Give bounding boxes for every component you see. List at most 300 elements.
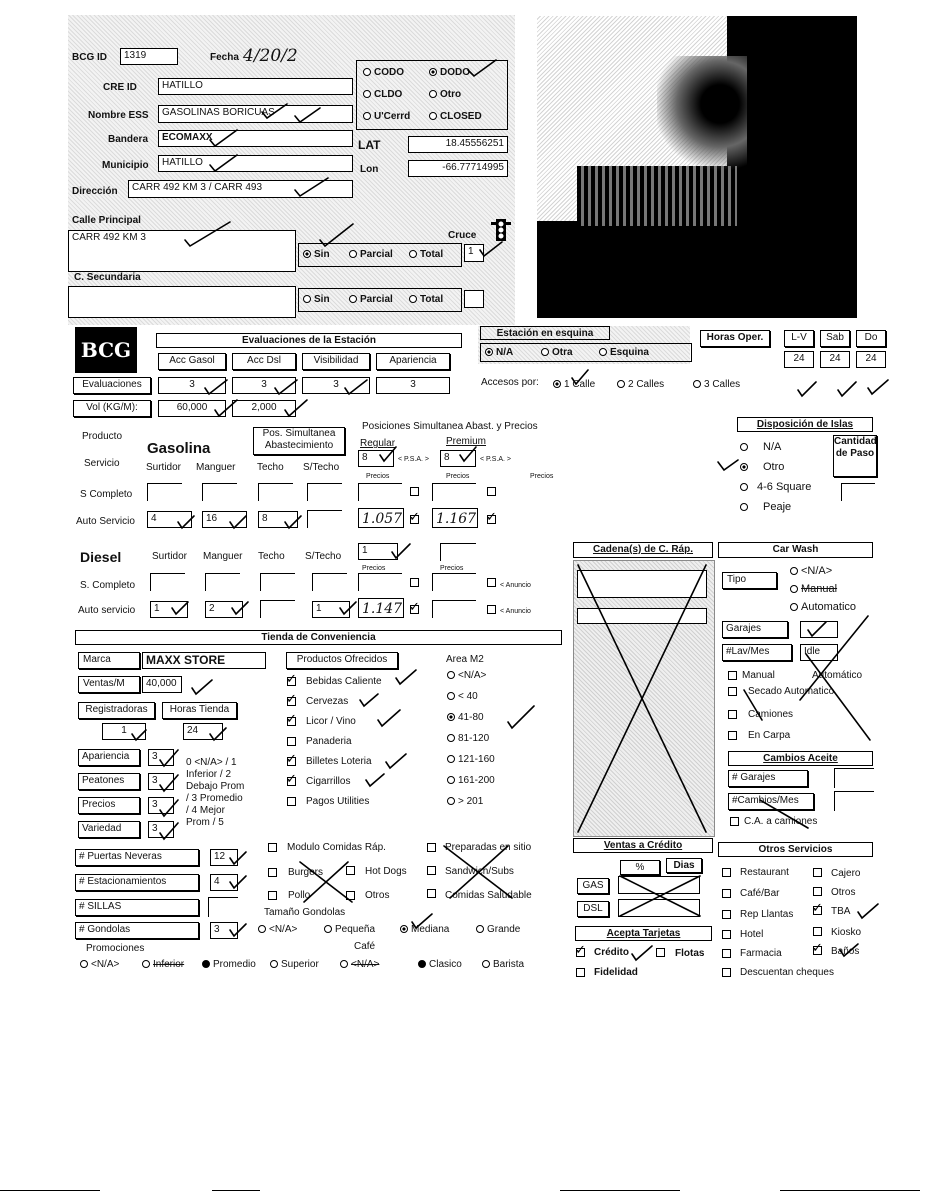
cafe-radio-group — [340, 957, 560, 973]
producto-utilities-check[interactable] — [287, 797, 296, 806]
dsl-completo-check-2[interactable] — [487, 578, 496, 587]
lon-field[interactable]: -66.77714995 — [408, 160, 508, 177]
direccion-field[interactable]: CARR 492 KM 3 / CARR 493 — [128, 180, 353, 198]
cafe-opt-barista[interactable]: Barista — [482, 959, 524, 970]
check-mark — [798, 382, 816, 396]
tarjeta-flotas-label: Flotas — [675, 948, 705, 959]
rating-legend-1: 0 <N/A> / 1 — [186, 757, 237, 768]
dsl-completo-surtidor[interactable] — [150, 573, 185, 591]
ventas-gas-label: GAS — [577, 878, 609, 894]
count-sillas-field[interactable] — [208, 897, 238, 917]
otros-restaurant-check[interactable] — [722, 868, 731, 877]
preparadas-sandwich-check[interactable] — [427, 866, 436, 875]
principal-acceso-parcial[interactable]: Parcial — [349, 249, 393, 260]
dsl-auto-manguer[interactable]: 2 — [205, 601, 243, 618]
calle-principal-label: Calle Principal — [72, 215, 141, 226]
apariencia-value[interactable]: 3 — [376, 377, 450, 394]
otros-otros-check[interactable] — [813, 887, 822, 896]
cre-id-field[interactable]: HATILLO — [158, 78, 353, 95]
dsl-completo-manguer[interactable] — [205, 573, 240, 591]
tarjeta-fidelidad-label: Fidelidad — [594, 967, 638, 978]
accesos-opt-1calle[interactable]: 1 Calle — [553, 379, 595, 390]
diesel-precios-label-2: Precios — [440, 565, 464, 572]
regular-precios-label: Precios — [366, 473, 390, 480]
tamano-opt-grande[interactable]: Grande — [476, 924, 520, 935]
check-mark — [360, 694, 378, 706]
diesel-col-stecho: S/Techo — [305, 551, 342, 562]
promociones-label: Promociones — [86, 943, 145, 954]
bcg-id-field[interactable]: 1319 — [120, 48, 178, 65]
area-opt-81-120[interactable]: 81-120 — [447, 733, 489, 744]
horas-sab-header: Sab — [820, 330, 850, 347]
cafe-opt-na[interactable]: <N/A> — [340, 959, 379, 970]
count-gondolas-label: # Gondolas — [75, 922, 199, 939]
lat-label: LAT — [358, 138, 381, 152]
dsl-completo-techo[interactable] — [260, 573, 295, 591]
diesel-row-completo: S. Completo — [80, 580, 136, 591]
diesel-col-surtidor: Surtidor — [152, 551, 188, 562]
preparadas-sandwich-label: Sandwich/Subs — [445, 866, 514, 877]
area-opt-161-200[interactable]: 161-200 — [447, 775, 495, 786]
check-mark — [632, 946, 652, 960]
semaforo-count-field[interactable]: 1 — [464, 244, 484, 262]
otros-restaurant-label: Restaurant — [740, 867, 789, 878]
secundaria-acceso-parcial[interactable]: Parcial — [349, 294, 393, 305]
secundaria-acceso-total[interactable]: Total — [409, 294, 443, 305]
area-opt-lt40[interactable]: < 40 — [447, 691, 478, 702]
bcg-id-label: BCG ID — [72, 52, 107, 63]
vol-gasol-value[interactable]: 60,000 — [158, 400, 226, 417]
gasolina-col-stecho: S/Techo — [303, 462, 340, 473]
gas-completo-premium-check[interactable] — [487, 487, 496, 496]
otros-llantas-label: Rep Llantas — [740, 909, 794, 920]
ventas-credito-title: Ventas a Crédito — [573, 838, 713, 853]
dsl-auto-techo[interactable] — [260, 600, 295, 618]
count-neveras-field[interactable]: 12 — [210, 849, 238, 866]
otros-banos-checkmark-icon: ✓ — [812, 940, 823, 955]
otros-hotel-check[interactable] — [722, 930, 731, 939]
diesel-count-field-2[interactable] — [440, 543, 476, 561]
dsl-auto-checkmark-icon: ✓ — [409, 599, 420, 614]
dsl-auto-price-2[interactable] — [432, 600, 476, 618]
otros-kiosko-check[interactable] — [813, 927, 822, 936]
rating-apariencia-label: Apariencia — [78, 749, 140, 766]
otros-tba-checkmark-icon: ✓ — [812, 900, 823, 915]
servicio-label: Servicio — [84, 458, 120, 469]
producto-utilities-label: Pagos Utilities — [306, 796, 370, 807]
check-mark — [366, 774, 384, 786]
gas-completo-manguer[interactable] — [202, 483, 237, 501]
gas-completo-stecho[interactable] — [307, 483, 342, 501]
scan-edge-mark — [780, 1190, 920, 1191]
carwash-tipo-automatico[interactable]: Automatico — [790, 601, 856, 613]
comida-hotdogs-check[interactable] — [346, 866, 355, 875]
otros-cajero-check[interactable] — [813, 868, 822, 877]
cambios-title: Cambios Aceite — [728, 751, 873, 766]
cantidad-paso-label: Cantidad de Paso — [833, 435, 877, 477]
diesel-count-field[interactable]: 1 — [358, 543, 398, 560]
dsl-auto-surtidor[interactable]: 1 — [150, 601, 188, 618]
gas-auto-regular-price[interactable]: 1.057 — [358, 508, 404, 528]
check-mark — [396, 670, 416, 684]
carwash-tipo-group — [790, 563, 880, 617]
horas-lv-header: L-V — [784, 330, 814, 347]
calle-principal-field[interactable]: CARR 492 KM 3 — [68, 230, 296, 272]
secundaria-count-field[interactable] — [464, 290, 484, 308]
rating-legend-6: Prom / 5 — [186, 817, 224, 828]
regular-psa-label: < P.S.A. > — [398, 456, 430, 463]
carwash-lav-label: #Lav/Mes — [722, 644, 792, 661]
secundaria-acceso-group — [298, 288, 462, 312]
vol-dsl-value[interactable]: 2,000 — [232, 400, 296, 417]
ventas-label: Ventas/M — [78, 676, 140, 693]
ventas-dias-header: Dias — [666, 858, 702, 873]
carwash-lav-field[interactable]: Idle — [800, 644, 838, 661]
cambios-camiones-label: C.A. a camiones — [744, 816, 818, 827]
carwash-carpa-label: En Carpa — [748, 730, 791, 741]
gas-auto-premium-checkmark-icon: ✓ — [486, 509, 497, 524]
marca-label: Marca — [78, 652, 140, 669]
disposicion-opt-square[interactable]: 4-6 Square — [740, 481, 811, 493]
producto-bebidas-checkmark-icon: ✓ — [286, 671, 297, 686]
cambios-mes-label: #Cambios/Mes — [728, 793, 814, 810]
check-mark — [192, 680, 212, 694]
tarjeta-flotas-check[interactable] — [656, 948, 665, 957]
ventas-dsl-field[interactable] — [618, 899, 700, 917]
carwash-garajes-label: Garajes — [722, 621, 788, 638]
diesel-title: Diesel — [80, 549, 122, 565]
cadena-title: Cadena(s) de C. Ráp. — [573, 542, 713, 558]
fecha-field[interactable]: 4/20/2 — [243, 46, 298, 66]
otros-llantas-check[interactable] — [722, 910, 731, 919]
area-opt-gt201[interactable]: > 201 — [447, 796, 483, 807]
status-option-codo[interactable]: CODO — [363, 67, 404, 78]
carwash-garajes-field[interactable] — [800, 621, 838, 638]
producto-cervezas-label: Cervezas — [306, 696, 349, 707]
producto-cigarrillos-checkmark-icon: ✓ — [286, 771, 297, 786]
gas-completo-regular-price[interactable] — [358, 483, 402, 501]
otros-farmacia-label: Farmacia — [740, 948, 782, 959]
check-mark — [386, 754, 406, 768]
estacion-opt-otra[interactable]: Otra — [541, 347, 573, 358]
producto-cervezas-checkmark-icon: ✓ — [286, 691, 297, 706]
otros-kiosko-label: Kiosko — [831, 927, 862, 938]
otros-banos-label: Baños — [831, 946, 860, 957]
horas-sab-value[interactable]: 24 — [820, 351, 850, 368]
rating-legend-3: Debajo Prom — [186, 781, 245, 792]
scan-edge-mark — [560, 1190, 680, 1191]
tamano-opt-mediana[interactable]: Mediana — [400, 924, 449, 935]
comidas-modulo-check[interactable] — [268, 843, 277, 852]
preparadas-saludable-check[interactable] — [427, 889, 436, 898]
disposicion-opt-na[interactable]: N/A — [740, 441, 781, 453]
dsl-completo-price[interactable] — [358, 573, 402, 591]
gas-completo-techo[interactable] — [258, 483, 293, 501]
gasolina-row-auto: Auto Servicio — [76, 516, 135, 527]
ventas-field[interactable]: 40,000 — [142, 676, 182, 693]
vol-label: Vol (KG/M): — [73, 400, 151, 417]
cantidad-paso-field[interactable] — [841, 483, 875, 501]
otros-farmacia-check[interactable] — [722, 949, 731, 958]
horas-oper-label: Horas Oper. — [700, 330, 770, 347]
comidas-modulo-label: Modulo Comidas Ráp. — [287, 842, 386, 853]
area-radio-group — [447, 670, 547, 810]
promo-opt-inferior[interactable]: Inferior — [142, 959, 184, 970]
tamano-radio-group — [258, 922, 558, 938]
scan-edge-mark — [212, 1190, 260, 1191]
accesos-opt-3calles[interactable]: 3 Calles — [693, 379, 740, 390]
rating-variedad-field[interactable]: 3 — [148, 821, 174, 838]
check-mark — [858, 904, 878, 918]
tienda-title: Tienda de Conveniencia — [75, 630, 562, 645]
otros-cheques-check[interactable] — [722, 968, 731, 977]
lon-label: Lon — [360, 164, 379, 175]
carwash-carpa-check[interactable] — [728, 731, 737, 740]
lat-field[interactable]: 18.45556251 — [408, 136, 508, 153]
cadena-crossed-panel[interactable] — [573, 560, 715, 837]
cre-id-label: CRE ID — [103, 82, 137, 93]
cambios-camiones-check[interactable] — [730, 817, 739, 826]
premium-label: Premium — [446, 436, 487, 447]
evaluaciones-row-label: Evaluaciones — [73, 377, 151, 394]
horas-dom-value[interactable]: 24 — [856, 351, 886, 368]
horas-dom-header: Do — [856, 330, 886, 347]
rating-legend-2: Inferior / 2 — [186, 769, 232, 780]
promo-opt-na[interactable]: <N/A> — [80, 959, 119, 970]
rating-legend-5: / 4 Mejor — [186, 805, 225, 816]
status-option-otro[interactable]: Otro — [429, 89, 461, 100]
cambios-garajes-field[interactable] — [834, 768, 874, 788]
disposicion-opt-peaje[interactable]: Peaje — [740, 501, 791, 513]
status-option-closed[interactable]: CLOSED — [429, 111, 482, 122]
acc-dsl-value[interactable]: 3 — [232, 377, 296, 394]
gas-auto-techo[interactable]: 8 — [258, 511, 298, 528]
fecha-label: Fecha — [210, 52, 239, 63]
extra-precios-label: Precios — [530, 473, 554, 480]
carwash-tipo-na[interactable]: <N/A> — [790, 565, 832, 577]
gasolina-title: Gasolina — [147, 440, 211, 457]
comida-otros-check[interactable] — [346, 891, 355, 900]
producto-bebidas-label: Bebidas Caliente — [306, 676, 382, 687]
producto-loteria-checkmark-icon: ✓ — [286, 751, 297, 766]
dsl-auto-check-2[interactable] — [487, 605, 496, 614]
visibilidad-value[interactable]: 3 — [302, 377, 370, 394]
producto-loteria-label: Billetes Loteria — [306, 756, 372, 767]
gas-completo-premium-price[interactable] — [432, 483, 476, 501]
tamano-opt-na[interactable]: <N/A> — [258, 924, 297, 935]
scan-edge-mark — [0, 1190, 100, 1191]
tamano-opt-pequena[interactable]: Pequeña — [324, 924, 375, 935]
bandera-field[interactable]: ECOMAXX — [158, 130, 353, 147]
rating-precios-label: Precios — [78, 797, 140, 814]
otros-cheques-label: Descuentan cheques — [740, 967, 834, 978]
producto-licor-label: Licor / Vino — [306, 716, 356, 727]
count-gondolas-field[interactable]: 3 — [210, 922, 238, 939]
accesos-label: Accesos por: — [481, 377, 539, 388]
estacion-opt-na[interactable]: N/A — [485, 347, 513, 358]
tamano-gondolas-label: Tamaño Gondolas — [264, 907, 346, 918]
count-sillas-label: # SILLAS — [75, 899, 199, 916]
producto-licor-checkmark-icon: ✓ — [286, 711, 297, 726]
rating-apariencia-field[interactable]: 3 — [148, 749, 174, 766]
dsl-auto-stecho[interactable]: 1 — [312, 601, 350, 618]
cadena-field-2[interactable] — [577, 608, 707, 624]
rating-peatones-label: Peatones — [78, 773, 140, 790]
premium-psa-label: < P.S.A. > — [480, 456, 512, 463]
cambios-mes-field[interactable] — [834, 791, 874, 811]
horas-tienda-label: Horas Tienda — [162, 702, 237, 719]
dsl-completo-check[interactable] — [410, 578, 419, 587]
horas-tienda-field[interactable]: 24 — [183, 723, 223, 740]
preparadas-check[interactable] — [427, 843, 436, 852]
direccion-label: Dirección — [72, 186, 118, 197]
check-mark — [718, 460, 738, 470]
producto-label: Producto — [82, 431, 123, 442]
tarjeta-fidelidad-check[interactable] — [576, 968, 585, 977]
cafe-opt-clasico[interactable]: Clasico — [418, 959, 462, 970]
disposicion-radio-group — [736, 433, 826, 513]
cadena-field-1[interactable] — [577, 570, 707, 598]
otros-hotel-label: Hotel — [740, 929, 764, 940]
comida-pollo-check[interactable] — [268, 891, 277, 900]
carwash-camiones-label: Camiones — [748, 709, 794, 720]
carwash-tipo-label: Tipo — [722, 572, 777, 589]
diesel-row-auto: Auto servicio — [78, 605, 136, 616]
area-opt-121-160[interactable]: 121-160 — [447, 754, 495, 765]
check-mark — [868, 380, 888, 394]
municipio-field[interactable]: HATILLO — [158, 155, 353, 172]
carwash-secado-label: Secado Automatico — [748, 686, 835, 697]
calle-secundaria-field[interactable] — [68, 286, 296, 318]
carwash-tipo-manual[interactable]: Manual — [790, 583, 837, 595]
count-estacionamientos-field[interactable]: 4 — [210, 874, 238, 891]
bandera-label: Bandera — [108, 134, 149, 145]
producto-panaderia-label: Panaderia — [306, 736, 352, 747]
bcg-logo: BCG — [75, 327, 137, 373]
municipio-label: Municipio — [102, 160, 149, 171]
area-opt-na[interactable]: <N/A> — [447, 670, 486, 681]
dsl-auto-price[interactable]: 1.147 — [358, 598, 404, 618]
gasolina-col-surtidor: Surtidor — [146, 462, 182, 473]
status-option-dodo[interactable]: DODO — [429, 67, 470, 78]
tarjeta-credito-checkmark-icon: ✓ — [575, 942, 586, 957]
regular-label: Regular — [360, 438, 396, 449]
marca-field[interactable]: MAXX STORE — [142, 652, 266, 669]
estacion-opt-esquina[interactable]: Esquina — [599, 347, 649, 358]
gas-completo-regular-check[interactable] — [410, 487, 419, 496]
acc-gasol-header: Acc Gasol — [158, 353, 226, 370]
producto-panaderia-check[interactable] — [287, 737, 296, 746]
dsl-completo-anuncio: < Anuncio — [500, 582, 531, 589]
area-label: Area M2 — [446, 654, 484, 665]
gasolina-col-manguer: Manguer — [196, 462, 236, 473]
promo-opt-promedio[interactable]: Promedio — [202, 959, 256, 970]
otros-title: Otros Servicios — [718, 842, 873, 857]
gas-auto-manguer[interactable]: 16 — [202, 511, 247, 528]
preparadas-saludable-label: Comidas Saludable — [445, 890, 532, 901]
otros-cafebar-check[interactable] — [722, 889, 731, 898]
rating-variedad-label: Variedad — [78, 821, 140, 838]
ventas-dsl-label: DSL — [577, 901, 609, 917]
cambios-garajes-label: # Garajes — [728, 770, 808, 787]
otros-tba-label: TBA — [831, 906, 851, 917]
diesel-col-techo: Techo — [258, 551, 285, 562]
visibilidad-header: Visibilidad — [302, 353, 370, 370]
traffic-light-icon — [488, 217, 514, 243]
gas-auto-stecho[interactable] — [307, 510, 342, 528]
regular-count-field[interactable]: 8 — [358, 450, 394, 467]
registradoras-field[interactable]: 1 — [102, 723, 146, 740]
acc-dsl-header: Acc Dsl — [232, 353, 296, 370]
status-option-ucerrd[interactable]: U'Cerrd — [363, 111, 410, 122]
otros-cajero-label: Cajero — [831, 868, 861, 879]
diesel-col-manguer: Manguer — [203, 551, 243, 562]
carwash-camiones-check[interactable] — [728, 710, 737, 719]
ventas-gas-field[interactable] — [618, 876, 700, 894]
check-mark — [838, 382, 856, 396]
promo-opt-superior[interactable]: Superior — [270, 959, 319, 970]
calle-secundaria-label: C. Secundaria — [74, 272, 141, 283]
area-opt-41-80[interactable]: 41-80 — [447, 712, 484, 723]
evaluaciones-title: Evaluaciones de la Estación — [156, 333, 462, 348]
promo-radio-group — [80, 957, 320, 973]
premium-precios-label: Precios — [446, 473, 470, 480]
estacion-esquina-title: Estación en esquina — [480, 326, 610, 340]
cruce-label: Cruce — [448, 230, 477, 241]
principal-acceso-sin[interactable]: Sin — [303, 249, 330, 260]
pos-simultanea-label: Pos. Simultanea Abastecimiento — [253, 427, 345, 455]
carwash-automatico-label: Automático — [812, 670, 863, 681]
carwash-manual-check[interactable] — [728, 671, 737, 680]
dsl-completo-stecho[interactable] — [312, 573, 347, 591]
station-photo — [537, 16, 857, 318]
nombre-field[interactable]: GASOLINAS BORICUAS — [158, 105, 353, 123]
gas-auto-premium-price[interactable]: 1.167 — [432, 508, 478, 528]
gas-completo-surtidor[interactable] — [147, 483, 182, 501]
comida-hotdogs-label: Hot Dogs — [365, 866, 407, 877]
otros-otros-label: Otros — [831, 887, 856, 898]
dsl-completo-price-2[interactable] — [432, 573, 476, 591]
gas-auto-surtidor[interactable]: 4 — [147, 511, 192, 528]
comida-otros-label: Otros — [365, 890, 390, 901]
carwash-secado-check[interactable] — [728, 687, 737, 696]
gasolina-col-techo: Techo — [257, 462, 284, 473]
tarjeta-credito-label: Crédito — [594, 947, 629, 958]
productos-title: Productos Ofrecidos — [286, 652, 398, 669]
secundaria-acceso-sin[interactable]: Sin — [303, 294, 330, 305]
horas-lv-value[interactable]: 24 — [784, 351, 814, 368]
acc-gasol-value[interactable]: 3 — [158, 377, 226, 394]
rating-precios-field[interactable]: 3 — [148, 797, 174, 814]
status-option-cldo[interactable]: CLDO — [363, 89, 402, 100]
rating-peatones-field[interactable]: 3 — [148, 773, 174, 790]
premium-count-field[interactable]: 8 — [440, 450, 476, 467]
dsl-auto-anuncio: < Anuncio — [500, 608, 531, 615]
diesel-precios-label-1: Precios — [362, 565, 386, 572]
preparadas-label: Preparadas en sitio — [445, 842, 532, 853]
disposicion-title: Disposición de Islas — [737, 417, 873, 432]
nombre-label: Nombre ESS — [88, 110, 149, 121]
posiciones-precios-label: Posiciones Simultanea Abast. y Precios — [362, 421, 538, 432]
comida-burgers-check[interactable] — [268, 868, 277, 877]
gasolina-row-completo: S Completo — [80, 489, 133, 500]
tarjetas-title: Acepta Tarjetas — [575, 926, 712, 941]
principal-acceso-total[interactable]: Total — [409, 249, 443, 260]
disposicion-opt-otro[interactable]: Otro — [740, 461, 784, 473]
status-radio-group — [356, 60, 508, 130]
accesos-opt-2calles[interactable]: 2 Calles — [617, 379, 664, 390]
cafe-label: Café — [354, 941, 376, 952]
